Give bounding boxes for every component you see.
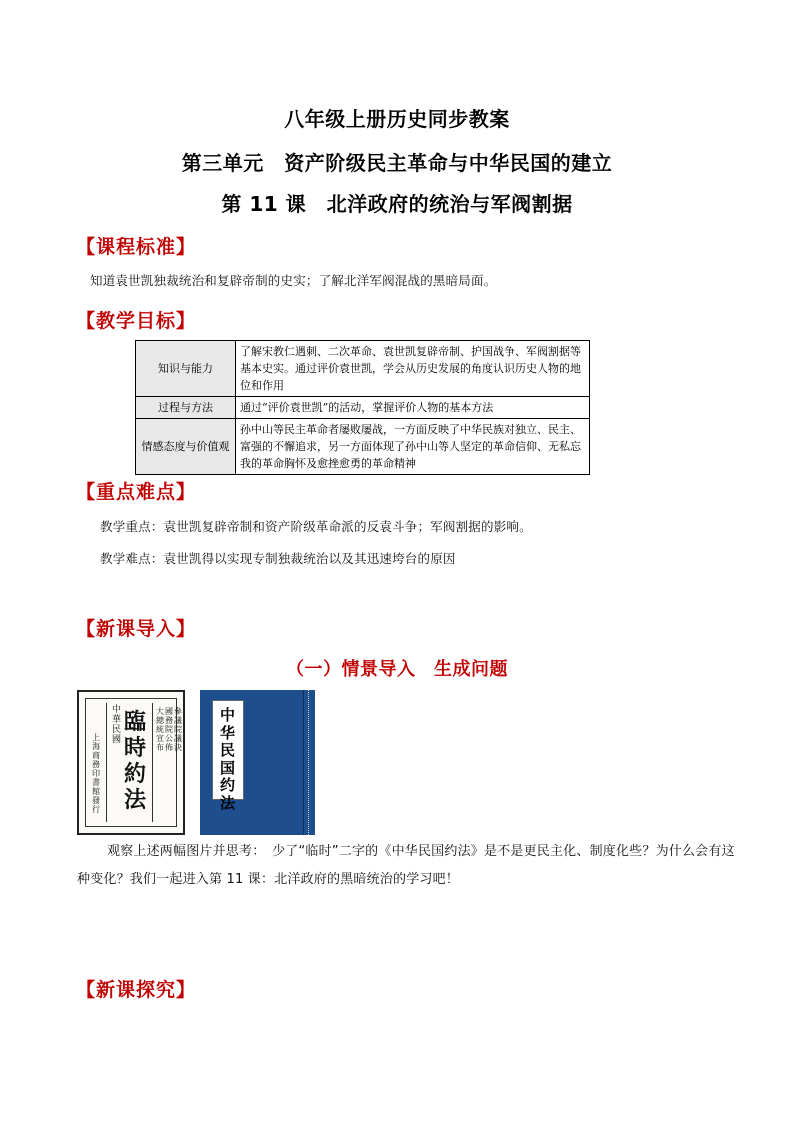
unit-title: 第三单元 资产阶级民主革命与中华民国的建立 <box>181 151 613 175</box>
teaching-difficulty: 教学难点：袁世凯得以实现专制独裁统治以及其迅速垮台的原因 <box>100 551 456 566</box>
republic-text: 中華民國 <box>112 705 122 745</box>
intro-heading: 【新课导入】 <box>76 618 197 640</box>
observation-question: 观察上述两幅图片并思考： 少了“临时”二字的《中华民国约法》是不是更民主化、制度化些？为什么会有这种变化？我们一起进入第 11 课：北洋政府的黑暗统治的学习吧！ <box>77 844 735 887</box>
table-row <box>136 341 590 397</box>
objective-text: 孙中山等民主革命者屡败屡战，一方面反映了中华民族对独立、民主、富强的不懈追求，另一方面体现了孙中山等人坚定的革命信仰、无私忘我的革命胸怀及愈挫愈勇的革命精神 <box>236 419 590 475</box>
document-title: 八年级上册历史同步教案 <box>284 107 510 131</box>
cover-divider <box>106 703 107 822</box>
cover-note: 國務院公佈 <box>165 707 173 752</box>
objectives-table <box>135 340 590 475</box>
cover-note: 參議院議決 <box>174 707 182 752</box>
book-title: 中华民国约法 <box>220 706 236 812</box>
key-points-heading: 【重点难点】 <box>76 481 197 503</box>
objectives-heading: 【教学目标】 <box>76 310 197 332</box>
book-binding-thread <box>308 690 309 835</box>
objective-label: 知识与能力 <box>136 341 236 397</box>
cover-title: 臨時約法 <box>124 709 147 813</box>
table-row <box>136 419 590 475</box>
course-standard-heading: 【课程标准】 <box>76 236 197 258</box>
cover-note: 大總統宣布 <box>156 707 164 752</box>
objective-label: 过程与方法 <box>136 397 236 419</box>
objective-text: 了解宋教仁遇刺、二次革命、袁世凯复辟帝制、护国战争、军阀割据等基本史实。通过评价袁世凯，学会从历史发展的角度认识历史人物的地位和作用 <box>236 341 590 397</box>
table-row <box>136 397 590 419</box>
republic-constitution-book-image <box>200 690 315 835</box>
explore-heading: 【新课探究】 <box>76 979 197 1001</box>
lesson-title: 第 11 课 北洋政府的统治与军阀割据 <box>221 192 573 216</box>
objective-label: 情感态度与价值观 <box>136 419 236 475</box>
provisional-constitution-cover-image <box>77 690 185 835</box>
teaching-focus: 教学重点：袁世凯复辟帝制和资产阶级革命派的反袁斗争；军阀割据的影响。 <box>100 519 532 534</box>
course-standard-text: 知道袁世凯独裁统治和复辟帝制的史实；了解北洋军阀混战的黑暗局面。 <box>90 273 497 288</box>
book-spine <box>303 690 304 835</box>
publisher-text: 上海商務印書館發行 <box>92 733 100 814</box>
intro-subheading: （一）情景导入 生成问题 <box>286 659 508 680</box>
objective-text: 通过“评价袁世凯”的活动，掌握评价人物的基本方法 <box>236 397 590 419</box>
cover-divider <box>152 703 153 822</box>
book-title-label <box>212 700 244 812</box>
